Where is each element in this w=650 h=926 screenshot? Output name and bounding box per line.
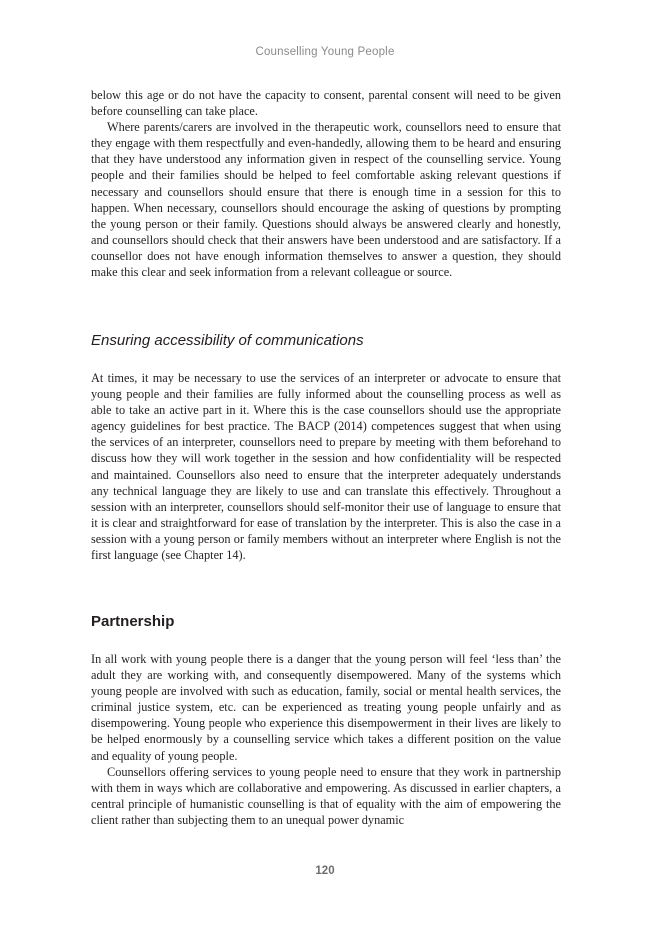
section-accessibility-text (91, 370, 561, 563)
page-number: 120 (315, 865, 335, 877)
paragraph: At times, it may be necessary to use the services of an interpreter or advocate to ensure that young people and their families are fully informed about the counselling process as well as able to take an active part in it. Where this is the case counsellors should use the appropriate agency guidelines for best practice. The BACP (2014) competences suggest that when using the services of an interpreter, counsellors need to prepare by meeting with them beforehand to discuss how they will work together in the session and how confidentiality will be respected and maintained. Counsellors also need to ensure that the interpreter adequately understands any technical language they are likely to use and can translate this effectively. Throughout a session with an interpreter, counsellors should self-monitor their use of language to ensure that it is clear and straightforward for ease of translation by the interpreter. This is also the case in a session with a young person or family members without an interpreter where English is not the first language (see Chapter 14). (91, 371, 561, 563)
paragraph: Where parents/carers are involved in the therapeutic work, counsellors need to ensure that they engage with them respectfully and even-handedly, allowing them to be heard and ensuring that they have understood any information given in respect of the counselling service. Young people and their families should be helped to feel comfortable asking relevant questions if necessary and counsellors should ensure that there is enough time in a session for this to happen. When necessary, counsellors should encourage the asking of questions by prompting the young person or their family. Questions should always be answered clearly and honestly, and counsellors should check that their answers have been understood and are satisfactory. If a counsellor does not have enough information themselves to answer a question, they should make this clear and seek information from a relevant colleague or source. (91, 120, 561, 280)
paragraph: below this age or do not have the capacity to consent, parental consent will need to be given before counselling can take place. (91, 88, 561, 119)
section-heading-accessibility: Ensuring accessibility of communications (91, 332, 364, 349)
paragraph: Counsellors offering services to young people need to ensure that they work in partnership with them in ways which are collaborative and empowering. As discussed in earlier chapters, a central principle of humanistic counselling is that of equality with the aim of empowering the client rather than subjecting them to an unequal power dynamic (91, 764, 561, 827)
running-head: Counselling Young People (255, 46, 395, 58)
section-heading-partnership: Partnership (91, 613, 175, 630)
section-partnership-text (91, 651, 561, 828)
section-intro-text (91, 87, 561, 280)
paragraph: In all work with young people there is a danger that the young person will feel ‘less than’ the adult they are working with, and consequently disempowered. Many of the systems which young people are involved with such as education, family, social or mental health services, the criminal justice system, etc. can be experienced as treating young people unfairly and as disempowering. Young people who experience this disempowerment in their lives are likely to be helped enormously by a counselling service which takes a different position on the value and equality of young people. (91, 652, 561, 763)
